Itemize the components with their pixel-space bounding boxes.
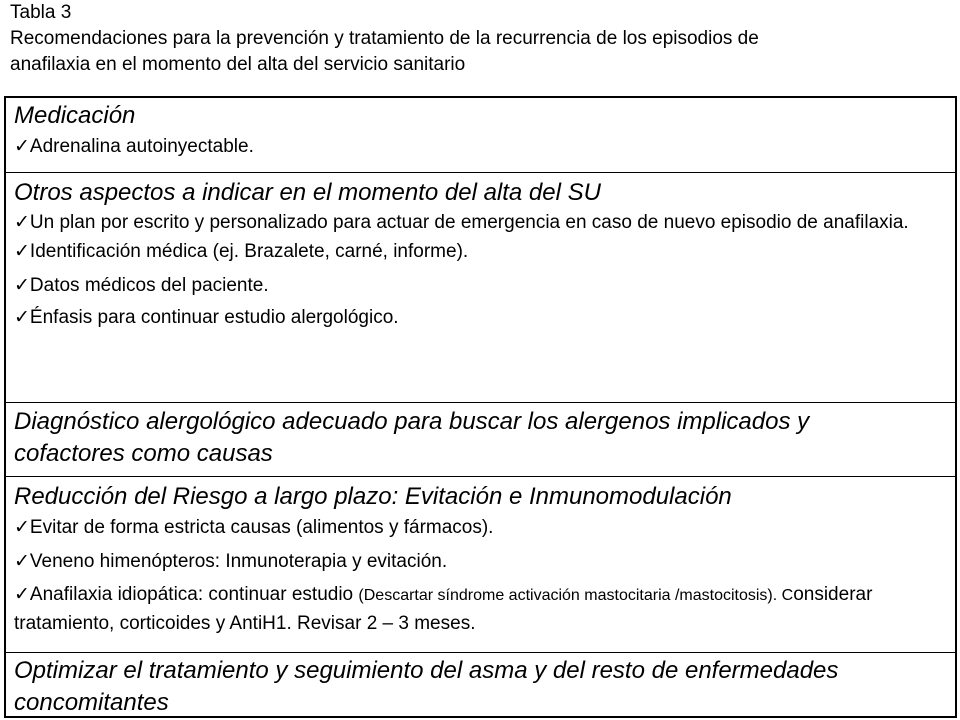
table-caption-line-2: anafilaxia en el momento del alta del servicio sanitario bbox=[10, 54, 466, 75]
list-item: ✓Un plan por escrito y personalizado para actuar de emergencia en caso de nuevo episodio de anafilaxia. bbox=[14, 212, 909, 233]
check-icon: ✓ bbox=[14, 136, 30, 157]
section-optimizar bbox=[6, 652, 955, 718]
check-icon: ✓ bbox=[14, 275, 30, 296]
list-item: ✓Datos médicos del paciente. bbox=[14, 275, 269, 296]
list-item: ✓Énfasis para continuar estudio alergológico. bbox=[14, 307, 399, 328]
section-medicacion bbox=[6, 100, 955, 162]
section-heading: Diagnóstico alergológico adecuado para buscar los alergenos implicados y cofactores como causas bbox=[14, 408, 810, 467]
section-otros-aspectos bbox=[6, 172, 955, 333]
section-heading: Medicación bbox=[14, 102, 136, 129]
check-icon: ✓ bbox=[14, 551, 30, 572]
section-reduccion-riesgo bbox=[6, 476, 955, 638]
check-icon: ✓ bbox=[14, 517, 30, 538]
section-heading: Optimizar el tratamiento y seguimiento del asma y del resto de enfermedades concomitantes bbox=[14, 657, 839, 716]
list-item: ✓Veneno himenópteros: Inmunoterapia y evitación. bbox=[14, 551, 448, 572]
table-label: Tabla 3 bbox=[10, 2, 72, 23]
check-icon: ✓ bbox=[14, 241, 30, 262]
list-item: ✓Anafilaxia idiopática: continuar estudio (Descartar síndrome activación mastocitaria /mastocitosis). Considerar tratamiento, corticoides y AntiH1. Revisar 2 – 3 meses. bbox=[14, 584, 873, 634]
section-diagnostico bbox=[6, 402, 955, 470]
check-icon: ✓ bbox=[14, 307, 30, 328]
list-item: ✓Adrenalina autoinyectable. bbox=[14, 136, 254, 157]
check-icon: ✓ bbox=[14, 212, 30, 233]
section-heading: Otros aspectos a indicar en el momento del alta del SU bbox=[14, 179, 601, 206]
table-caption-line-1: Recomendaciones para la prevención y tratamiento de la recurrencia de los episodios de bbox=[10, 28, 759, 49]
document-header bbox=[10, 0, 960, 78]
recommendations-table bbox=[4, 96, 957, 718]
section-heading: Reducción del Riesgo a largo plazo: Evitación e Inmunomodulación bbox=[14, 483, 732, 510]
list-item: ✓Evitar de forma estricta causas (alimentos y fármacos). bbox=[14, 517, 494, 538]
list-item: ✓Identificación médica (ej. Brazalete, carné, informe). bbox=[14, 241, 469, 262]
check-icon: ✓ bbox=[14, 584, 30, 605]
